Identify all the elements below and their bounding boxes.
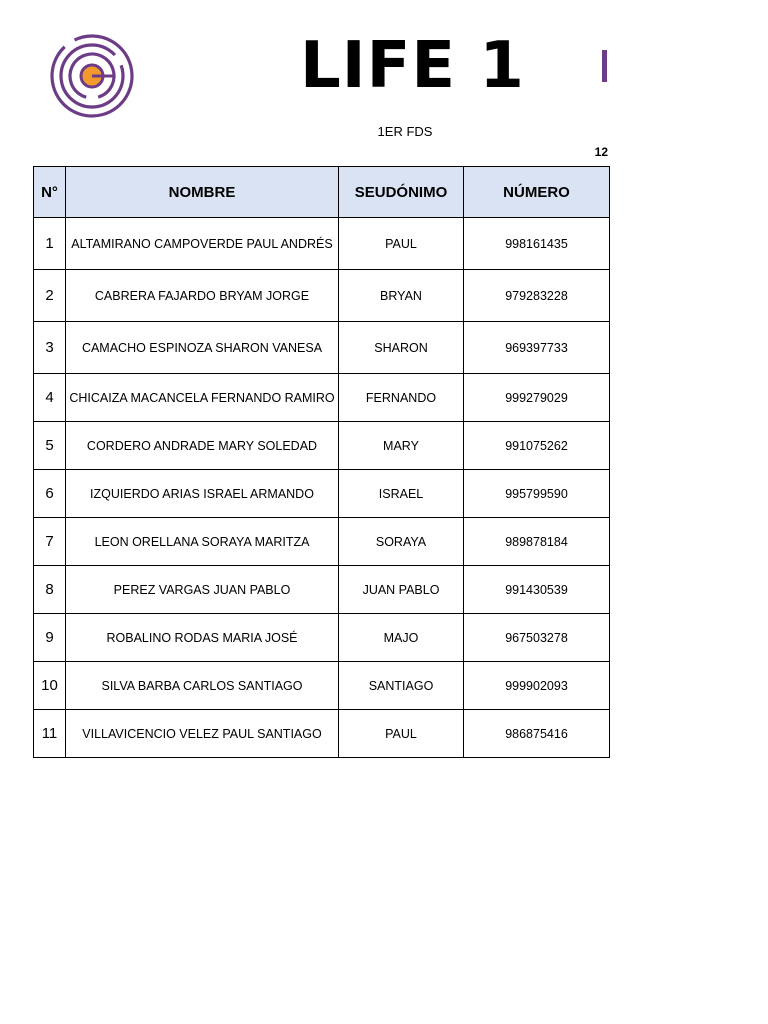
row-index-cell: 5 <box>34 422 66 470</box>
table-row <box>34 470 610 518</box>
table-header-row <box>34 167 610 218</box>
nickname-cell: BRYAN <box>339 270 464 322</box>
name-cell: CHICAIZA MACANCELA FERNANDO RAMIRO <box>66 374 339 422</box>
name-cell: IZQUIERDO ARIAS ISRAEL ARMANDO <box>66 470 339 518</box>
maze-logo-icon <box>44 33 142 121</box>
column-header-number: N° <box>34 167 66 218</box>
document-title: LIFE 1 <box>300 29 525 103</box>
name-cell: VILLAVICENCIO VELEZ PAUL SANTIAGO <box>66 710 339 758</box>
nickname-cell: PAUL <box>339 218 464 270</box>
nickname-cell: SHARON <box>339 322 464 374</box>
brand-edge-mark <box>602 50 607 82</box>
name-cell: ROBALINO RODAS MARIA JOSÉ <box>66 614 339 662</box>
table-row <box>34 270 610 322</box>
document-subtitle: 1ER FDS <box>377 124 433 139</box>
phone-number-cell: 999279029 <box>464 374 610 422</box>
row-index-cell: 2 <box>34 270 66 322</box>
phone-number-cell: 989878184 <box>464 518 610 566</box>
nickname-cell: JUAN PABLO <box>339 566 464 614</box>
phone-number-cell: 969397733 <box>464 322 610 374</box>
roster-table <box>33 166 610 758</box>
phone-number-cell: 995799590 <box>464 470 610 518</box>
row-index-cell: 8 <box>34 566 66 614</box>
column-header-name: NOMBRE <box>66 167 339 218</box>
row-index-cell: 3 <box>34 322 66 374</box>
roster-body <box>34 218 610 758</box>
nickname-cell: SANTIAGO <box>339 662 464 710</box>
nickname-cell: FERNANDO <box>339 374 464 422</box>
column-header-nickname: SEUDÓNIMO <box>339 167 464 218</box>
name-cell: CORDERO ANDRADE MARY SOLEDAD <box>66 422 339 470</box>
row-index-cell: 10 <box>34 662 66 710</box>
table-row <box>34 614 610 662</box>
phone-number-cell: 991075262 <box>464 422 610 470</box>
table-row <box>34 518 610 566</box>
row-index-cell: 6 <box>34 470 66 518</box>
name-cell: CABRERA FAJARDO BRYAM JORGE <box>66 270 339 322</box>
participant-count: 12 <box>594 145 608 159</box>
table-row <box>34 710 610 758</box>
name-cell: LEON ORELLANA SORAYA MARITZA <box>66 518 339 566</box>
row-index-cell: 11 <box>34 710 66 758</box>
row-index-cell: 9 <box>34 614 66 662</box>
table-row <box>34 218 610 270</box>
phone-number-cell: 991430539 <box>464 566 610 614</box>
nickname-cell: ISRAEL <box>339 470 464 518</box>
column-header-phone: NÚMERO <box>464 167 610 218</box>
row-index-cell: 7 <box>34 518 66 566</box>
phone-number-cell: 998161435 <box>464 218 610 270</box>
table-row <box>34 374 610 422</box>
phone-number-cell: 979283228 <box>464 270 610 322</box>
table-row <box>34 662 610 710</box>
name-cell: SILVA BARBA CARLOS SANTIAGO <box>66 662 339 710</box>
nickname-cell: PAUL <box>339 710 464 758</box>
name-cell: CAMACHO ESPINOZA SHARON VANESA <box>66 322 339 374</box>
table-row <box>34 322 610 374</box>
nickname-cell: SORAYA <box>339 518 464 566</box>
phone-number-cell: 986875416 <box>464 710 610 758</box>
nickname-cell: MARY <box>339 422 464 470</box>
row-index-cell: 4 <box>34 374 66 422</box>
phone-number-cell: 967503278 <box>464 614 610 662</box>
table-row <box>34 566 610 614</box>
row-index-cell: 1 <box>34 218 66 270</box>
nickname-cell: MAJO <box>339 614 464 662</box>
name-cell: PEREZ VARGAS JUAN PABLO <box>66 566 339 614</box>
phone-number-cell: 999902093 <box>464 662 610 710</box>
name-cell: ALTAMIRANO CAMPOVERDE PAUL ANDRÉS <box>66 218 339 270</box>
table-row <box>34 422 610 470</box>
